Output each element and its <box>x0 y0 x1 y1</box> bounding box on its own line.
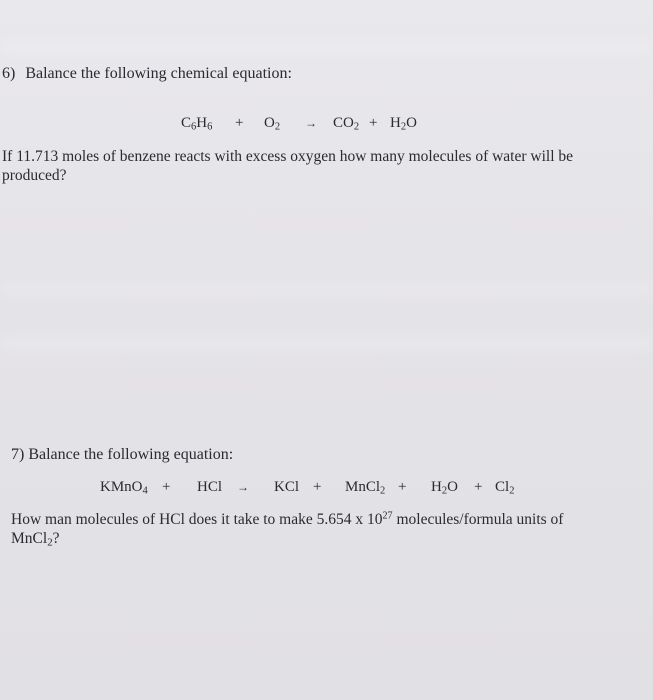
bleed-through-line <box>0 282 653 296</box>
water-formula: $H_2O$ <box>431 479 458 497</box>
reaction-arrow: → <box>305 116 317 130</box>
question-7-text-line-1: How man molecules of HCl does it take to make 5.654 x $10^{27}$ molecules/formula units of <box>11 510 564 528</box>
chlorine-formula: $Cl_2$ <box>495 479 515 497</box>
bleed-through-line <box>0 336 653 350</box>
oxygen-formula: $O_2$ <box>264 115 281 133</box>
exponent: 27 <box>382 510 393 522</box>
question-7-text-line-2: MnCl$_2$? <box>11 530 60 549</box>
question-6-number: 6) <box>2 65 16 82</box>
question-6-equation <box>0 115 653 135</box>
question-6-text-line-1: If 11.713 moles of benzene reacts with excess oxygen how many molecules of water will be <box>2 148 574 165</box>
potassium-chloride-formula: KCl <box>274 479 300 495</box>
hydrochloric-acid-formula: HCl <box>197 479 223 495</box>
potassium-permanganate-formula: KMnO$_4$ <box>100 479 148 497</box>
question-6-heading-text: Balance the following chemical equation: <box>25 65 292 82</box>
question-6-heading <box>2 64 292 83</box>
plus-sign: + <box>474 479 483 495</box>
plus-sign: + <box>235 115 244 131</box>
benzene-formula: $C_6H_6$ <box>181 115 213 133</box>
manganese-chloride-formula: MnCl$_2$ <box>345 479 386 497</box>
question-6-text-line-2: produced? <box>2 167 67 184</box>
question-7-heading: 7) Balance the following equation: <box>11 446 234 463</box>
plus-sign: + <box>162 479 171 495</box>
plus-sign: + <box>313 479 322 495</box>
carbon-dioxide-formula: $CO_2$ <box>333 115 360 133</box>
bleed-through-line <box>0 40 653 54</box>
reaction-arrow: → <box>237 480 249 494</box>
plus-sign: + <box>369 115 378 131</box>
question-7-equation <box>0 479 653 499</box>
plus-sign: + <box>398 479 407 495</box>
water-formula: $H_2O$ <box>390 115 417 133</box>
